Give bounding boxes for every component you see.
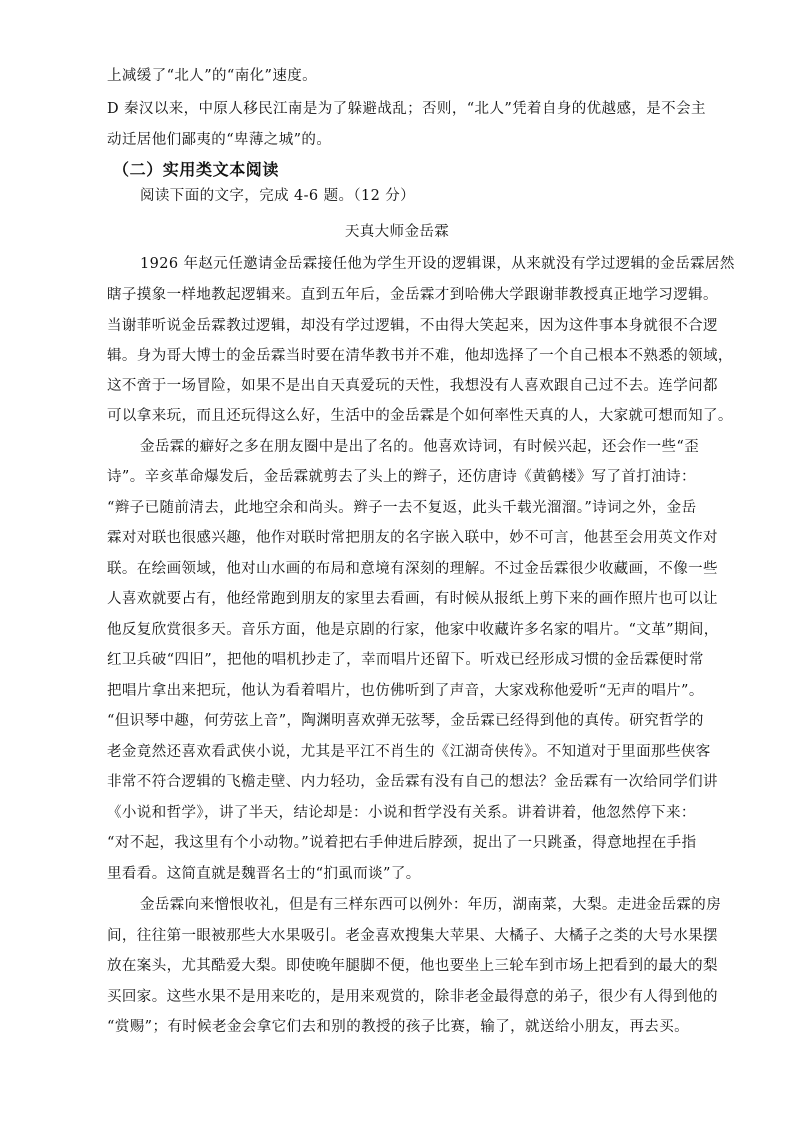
text-line: “辫子已随前清去，此地空余和尚头。辫子一去不复返，此头千载光溜溜。”诗词之外，金岳 (107, 500, 697, 516)
text-line: 这不啻于一场冒险，如果不是出自天真爱玩的天性，我想没有人喜欢跟自己过不去。连学问都 (107, 378, 718, 394)
text-line: “但识琴中趣，何劳弦上音”，陶渊明喜欢弹无弦琴，金岳霖已经得到他的真传。研究哲学的 (107, 713, 704, 729)
text-line: 他反复欣赏很多天。音乐方面，他是京剧的行家，他家中收藏许多名家的唱片。“文革”期间， (107, 622, 719, 638)
text-line: 《小说和哲学》，讲了半天，结论却是：小说和哲学没有关系。讲着讲着，他忽然停下来： (107, 805, 696, 821)
text-line: 动迁居他们鄙夷的“卑薄之城”的。 (107, 132, 332, 148)
text-line: “赏赐”；有时候老金会拿它们去和别的教授的孩子比赛，输了，就送给小朋友，再去买。 (107, 1019, 689, 1035)
section-heading: （二）实用类文本阅读 (113, 160, 280, 179)
text-line: 霖对对联也很感兴趣，他作对联时常把朋友的名字嵌入联中，妙不可言，他甚至会用英文作对 (107, 530, 718, 546)
text-line: 1926 年赵元任邀请金岳霖接任他为学生开设的逻辑课，从来就没有学过逻辑的金岳霖居然 (140, 256, 735, 272)
text-line: 人喜欢就要占有，他经常跑到朋友的家里去看画，有时候从报纸上剪下来的画作照片也可以让 (107, 591, 718, 607)
text-line: 可以拿来玩，而且还玩得这么好，生活中的金岳霖是个如何率性天真的人，大家就可想而知了。 (107, 408, 733, 424)
text-line: 间，往往第一眼被那些大水果吸引。老金喜欢搜集大苹果、大橘子、大橘子之类的大号水果摆 (107, 928, 718, 944)
text-line: 买回家。这些水果不是用来吃的，是用来观赏的，除非老金最得意的弟子，很少有人得到他的 (107, 989, 718, 1005)
text-line: 红卫兵破“四旧”，把他的唱机抄走了，幸而唱片还留下。听戏已经形成习惯的金岳霖便时常 (107, 652, 704, 668)
text-line: 辑。身为哥大博士的金岳霖当时要在清华教书并不难，他却选择了一个自己根本不熟悉的领域， (107, 348, 733, 364)
text-line: 金岳霖的癖好之多在朋友圈中是出了名的。他喜欢诗词，有时候兴起，还会作一些“歪 (140, 439, 700, 455)
text-line: 瞎子摸象一样地教起逻辑来。直到五年后，金岳霖才到哈佛大学跟谢菲教授真正地学习逻辑。 (107, 287, 718, 303)
text-line: 当谢菲听说金岳霖教过逻辑，却没有学过逻辑，不由得大笑起来，因为这件事本身就很不合逻 (107, 318, 718, 334)
article-title: 天真大师金岳霖 (344, 224, 450, 240)
text-line: 上减缓了“北人”的“南化”速度。 (107, 68, 318, 84)
text-line: “对不起，我这里有个小动物。”说着把右手伸进后脖颈，捉出了一只跳蚤，得意地捏在手指 (107, 835, 697, 851)
text-line: D 秦汉以来，中原人移民江南是为了躲避战乱；否则，“北人”凭着自身的优越感，是不会主 (107, 101, 706, 117)
text-line: 把唱片拿出来把玩，他认为看着唱片，也仿佛听到了声音，大家戏称他爱听“无声的唱片”。 (107, 683, 704, 699)
text-line: 里看看。这简直就是魏晋名士的“扪虱而谈”了。 (107, 866, 421, 882)
text-line: 联。在绘画领域，他对山水画的布局和意境有深刻的理解。不过金岳霖很少收藏画，不像一些 (107, 561, 718, 577)
text-line: 老金竟然还喜欢看武侠小说，尤其是平江不肖生的《江湖奇侠传》。不知道对于里面那些侠客 (107, 744, 711, 760)
text-line: 诗”。辛亥革命爆发后，金岳霖就剪去了头上的辫子，还仿唐诗《黄鹤楼》写了首打油诗： (107, 469, 696, 485)
instruction-text: 阅读下面的文字，完成 4-6 题。（12 分） (140, 188, 416, 204)
text-line: 放在案头，尤其酷爱大梨。即使晚年腿脚不便，他也要坐上三轮车到市场上把看到的最大的梨 (107, 958, 718, 974)
text-line: 金岳霖向来憎恨收礼，但是有三样东西可以例外：年历，湖南菜，大梨。走进金岳霖的房 (140, 897, 722, 913)
text-line: 非常不符合逻辑的飞檐走壁、内力轻功，金岳霖有没有自己的想法？金岳霖有一次给同学们讲 (107, 774, 718, 790)
